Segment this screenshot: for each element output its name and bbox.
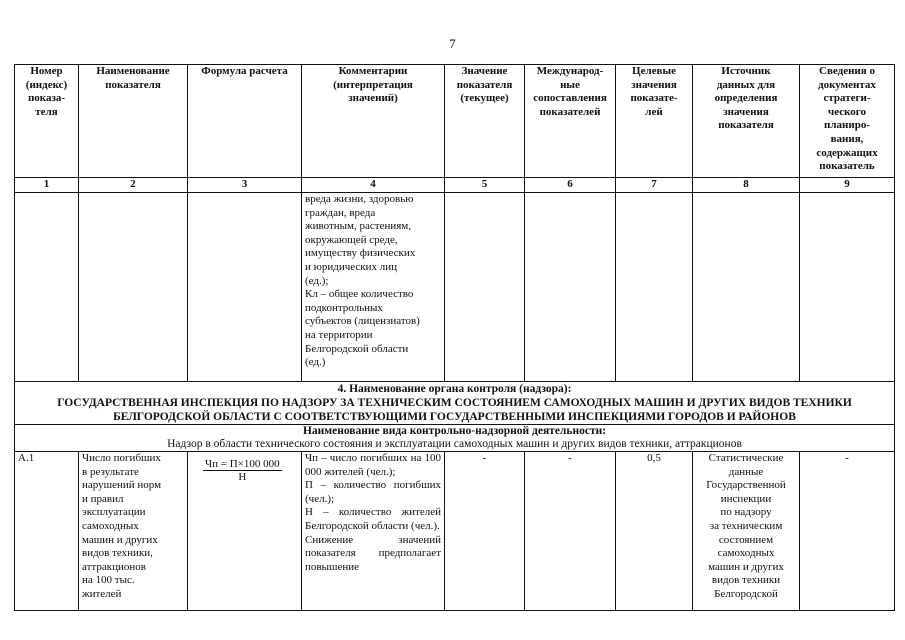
activity-text: Надзор в области технического состояния и эксплуатации самоходных машин и других видов техники, аттракционов — [167, 438, 742, 450]
header-current-value: Значение показателя (текущее) — [445, 65, 525, 178]
formula-numerator: Чп = П×100 000 — [205, 458, 280, 470]
table-cell — [693, 193, 800, 382]
activity-header — [15, 425, 895, 452]
table-cell — [800, 193, 895, 382]
column-number: 6 — [525, 178, 616, 193]
row-name: Число погибших в результате нарушений норм и правил эксплуатации самоходных машин и других видов техники, аттракционов на 100 тыс. жителей — [79, 452, 188, 611]
header-row — [15, 65, 895, 178]
section-org-name: ГОСУДАРСТВЕННАЯ ИНСПЕКЦИЯ ПО НАДЗОРУ ЗА ТЕХНИЧЕСКИМ СОСТОЯНИЕМ САМОХОДНЫХ МАШИН И ДРУГИХ ВИДОВ ТЕХНИКИ БЕЛГОРОДСКОЙ ОБЛАСТИ С СООТВЕТСТВУЮЩИМИ ГОСУДАРСТВЕННЫМИ ИНСПЕКЦИЯМИ ГОРОДОВ И РАЙОНОВ — [57, 397, 852, 423]
row-international: - — [525, 452, 616, 611]
header-strategic-docs: Сведения о документах стратеги- ческого планиро- вания, содержащих показатель — [800, 65, 895, 178]
column-number: 8 — [693, 178, 800, 193]
table-cell — [15, 193, 79, 382]
table-cell — [616, 193, 693, 382]
column-number-row — [15, 178, 895, 193]
row-formula — [188, 452, 302, 611]
row-index: А.1 — [15, 452, 79, 611]
activity-title: Наименование вида контрольно-надзорной деятельности: — [302, 425, 607, 437]
row-comment: Чп – число погибших на 100 000 жителей (чел.); П – количество погибших (чел.); Н – количество жителей Белгородской области (чел.). Снижение значений показателя предполагает повышение — [302, 452, 445, 611]
column-number: 9 — [800, 178, 895, 193]
section-header — [15, 382, 895, 425]
header-index: Номер (индекс) показа- теля — [15, 65, 79, 178]
formula — [203, 458, 282, 484]
column-number: 1 — [15, 178, 79, 193]
header-target: Целевые значения показате- лей — [616, 65, 693, 178]
activity-row — [15, 425, 895, 452]
section-title: 4. Наименование органа контроля (надзора): — [337, 383, 572, 395]
header-comment: Комментарии (интерпретация значений) — [302, 65, 445, 178]
column-number: 3 — [188, 178, 302, 193]
table-cell — [79, 193, 188, 382]
row-current-value: - — [445, 452, 525, 611]
row-target: 0,5 — [616, 452, 693, 611]
table-cell — [445, 193, 525, 382]
row-strategic-docs: - — [800, 452, 895, 611]
table-row — [15, 452, 895, 611]
header-source: Источник данных для определения значения показателя — [693, 65, 800, 178]
header-formula: Формула расчета — [188, 65, 302, 178]
table-cell — [525, 193, 616, 382]
header-name: Наименование показателя — [79, 65, 188, 178]
column-number: 4 — [302, 178, 445, 193]
column-number: 2 — [79, 178, 188, 193]
section-header-row — [15, 382, 895, 425]
page-number: 7 — [449, 36, 456, 51]
table-cell — [188, 193, 302, 382]
formula-denominator: Н — [238, 471, 247, 483]
header-international: Международ- ные сопоставления показателей — [525, 65, 616, 178]
continuation-comment: вреда жизни, здоровью граждан, вреда животным, растениям, окружающей среде, имуществу физических и юридических лиц (ед.); Кл – общее количество подконтрольных субъектов (лицензиатов) на территории Белгородской области (ед.) — [302, 193, 445, 382]
row-source: Статистические данные Государственной инспекции по надзору за техническим состоянием самоходных машин и других видов техники Белгородской — [693, 452, 800, 611]
column-number: 5 — [445, 178, 525, 193]
column-number: 7 — [616, 178, 693, 193]
continuation-row — [15, 193, 895, 382]
indicators-table — [14, 64, 895, 611]
